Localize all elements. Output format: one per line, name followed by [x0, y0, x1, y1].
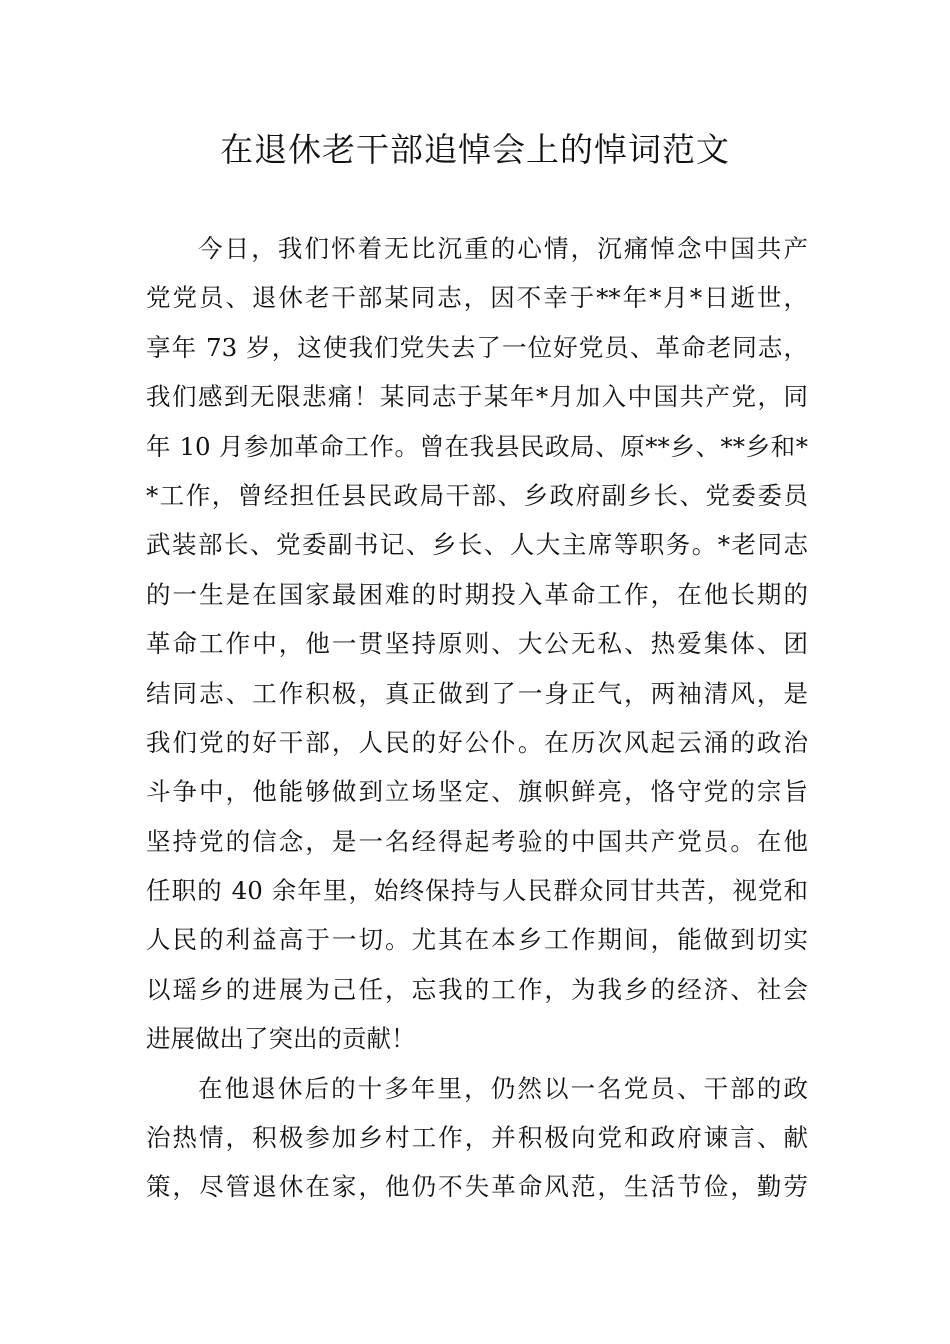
text-line: 今日，我们怀着无比沉重的心情，沉痛悼念中国共产 — [198, 234, 808, 263]
text-line: 年 10 月参加革命工作。曾在我县民政局、原**乡、**乡和* — [146, 431, 808, 461]
text-line: 武装部长、党委副书记、乡长、人大主席等职务。*老同志 — [146, 530, 808, 560]
text-line: 革命工作中，他一贯坚持原则、大公无私、热爱集体、团 — [146, 629, 808, 659]
document-title: 在退休老干部追悼会上的悼词范文 — [220, 130, 730, 169]
text-line: 策，尽管退休在家，他仍不失革命风范，生活节俭，勤劳 — [146, 1172, 808, 1202]
text-line: 结同志、工作积极，真正做到了一身正气，两袖清风，是 — [146, 678, 808, 708]
text-line: 在他退休后的十多年里，仍然以一名党员、干部的政 — [198, 1073, 808, 1103]
text-line: 人民的利益高于一切。尤其在本乡工作期间，能做到切实 — [146, 925, 808, 955]
document-body — [146, 224, 808, 1212]
text-line: 坚持党的信念，是一名经得起考验的中国共产党员。在他 — [146, 826, 808, 856]
text-line: 以瑶乡的进展为己任，忘我的工作，为我乡的经济、社会 — [146, 974, 808, 1004]
text-line: 我们感到无限悲痛！某同志于某年*月加入中国共产党，同 — [146, 382, 808, 412]
text-line: 斗争中，他能够做到立场坚定、旗帜鲜亮，恪守党的宗旨 — [146, 777, 808, 807]
text-line: 的一生是在国家最困难的时期投入革命工作，在他长期的 — [146, 579, 808, 609]
text-line: *工作，曾经担任县民政局干部、乡政府副乡长、党委委员 — [146, 480, 808, 510]
text-line: 任职的 40 余年里，始终保持与人民群众同甘共苦，视党和 — [146, 876, 808, 906]
text-line: 进展做出了突出的贡献！ — [146, 1024, 416, 1054]
text-line: 治热情，积极参加乡村工作，并积极向党和政府谏言、献 — [146, 1123, 808, 1153]
text-line: 党党员、退休老干部某同志，因不幸于**年*月*日逝世， — [146, 283, 808, 313]
text-line: 我们党的好干部，人民的好公仆。在历次风起云涌的政治 — [146, 727, 808, 757]
text-line: 享年 73 岁，这使我们党失去了一位好党员、革命老同志， — [146, 332, 808, 362]
